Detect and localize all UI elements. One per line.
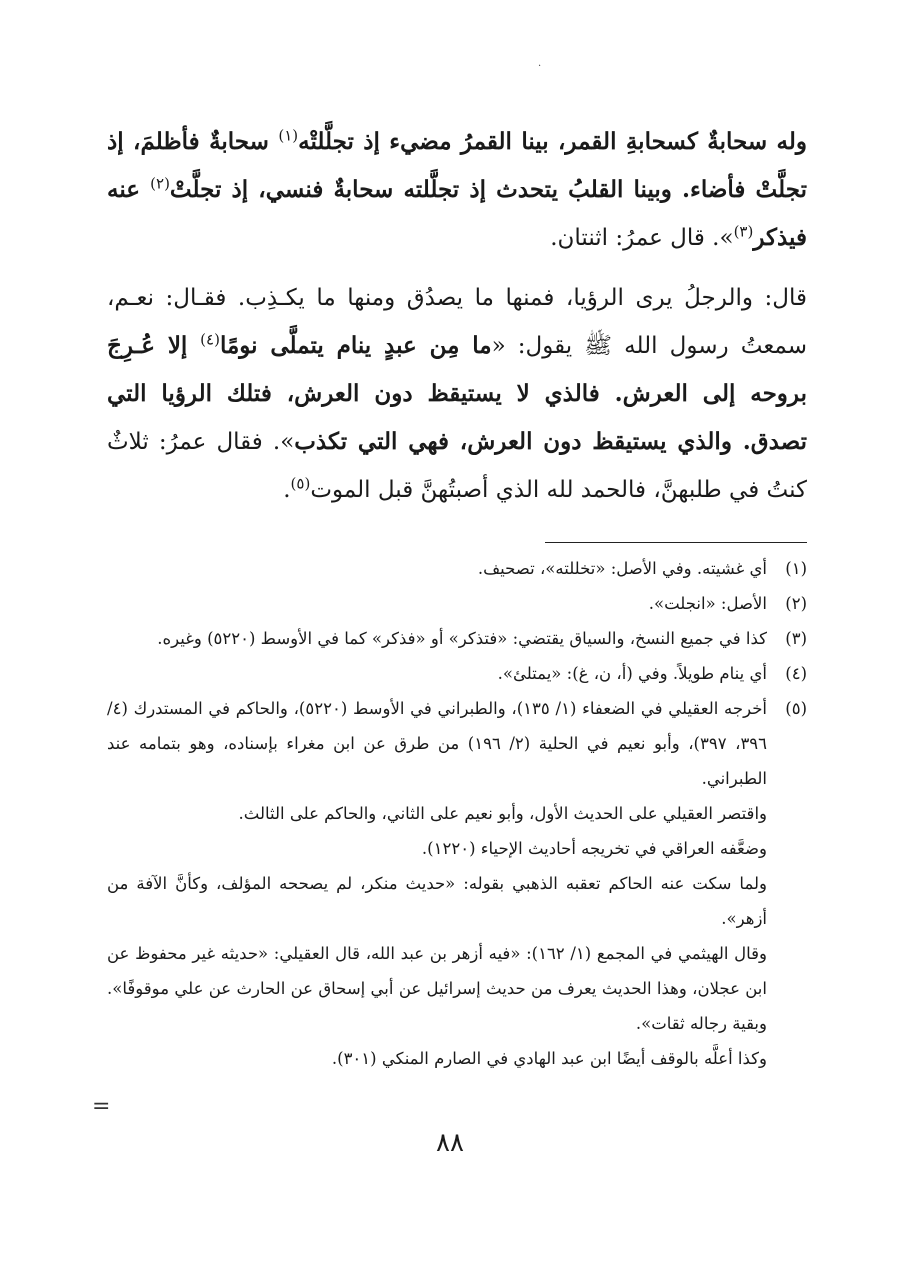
footnote-number: (٢) bbox=[785, 594, 807, 613]
text-segment: قال: والرجلُ يرى الرؤيا، فمنها ما يصدُق ومنها ما يكـذِب. فقـال: نعـم، سمعتُ رسول الله ﷺ يقول: « bbox=[107, 285, 807, 359]
page-number: ٨٨ bbox=[436, 1128, 464, 1158]
text-segment: ما مِن عبدٍ ينام يتملَّى نومًا bbox=[219, 332, 492, 359]
footnote-line: واقتصر العقيلي على الحديث الأول، وأبو نعيم على الثاني، والحاكم على الثالث. bbox=[238, 804, 767, 823]
footnote bbox=[107, 586, 807, 621]
footnote-ref: (٥) bbox=[290, 474, 311, 493]
footnote bbox=[107, 656, 807, 691]
footnote-line: كذا في جميع النسخ، والسياق يقتضي: «فتذكر» أو «فذكر» كما في الأوسط (٥٢٢٠) وغيره. bbox=[157, 629, 767, 648]
footnote-body bbox=[107, 691, 767, 1076]
footnote-body bbox=[107, 621, 767, 656]
footnote-ref: (٤) bbox=[200, 330, 220, 349]
paragraph bbox=[107, 274, 807, 514]
footnote-separator bbox=[545, 542, 807, 543]
footnote bbox=[107, 551, 807, 586]
text-segment: إلا عُـرِجَ بروحه إلى العرش. فالذي لا يستيقظ دون العرش، فتلك الرؤيا التي تصدق. والذي يستيقظ دون العرش، فهي التي تكذب bbox=[107, 332, 808, 455]
footnote-ref: (٢) bbox=[150, 174, 170, 193]
footnote-number: (٣) bbox=[785, 629, 807, 648]
footnote-line: ولما سكت عنه الحاكم تعقبه الذهبي بقوله: «حديث منكر، لم يصححه المؤلف، وكأنَّ الآفة من أزهر». bbox=[107, 874, 767, 928]
text-segment: عنه فيذكر bbox=[107, 176, 807, 251]
footnote-line: أخرجه العقيلي في الضعفاء (١/ ١٣٥)، والطبراني في الأوسط (٥٢٢٠)، والحاكم في المستدرك (٤/ ٣٩٦، ٣٩٧)، وأبو نعيم في الحلية (٢/ ١٩٦) من طرق عن ابن مغراء بإسناده، وهو بتمامه عند الطبراني. bbox=[107, 699, 768, 788]
continuation-mark: = bbox=[92, 1094, 111, 1119]
footnote-number: (١) bbox=[785, 559, 807, 578]
footnote-body bbox=[107, 586, 767, 621]
footnote-ref: (٣) bbox=[733, 222, 754, 241]
footnote-line: أي غشيته. وفي الأصل: «تخللته»، تصحيف. bbox=[477, 559, 767, 578]
footnote-line: وضعَّفه العراقي في تخريجه أحاديث الإحياء (١٢٢٠). bbox=[421, 839, 767, 858]
footnote-ref: (١) bbox=[278, 126, 299, 145]
text-segment: . bbox=[283, 477, 291, 503]
footnote-number: (٥) bbox=[785, 699, 807, 718]
main-text bbox=[107, 118, 807, 514]
footnote-line: الأصل: «انجلت». bbox=[648, 594, 767, 613]
text-segment: ». قال عمرُ: اثنتان. bbox=[550, 225, 734, 251]
paragraph bbox=[107, 118, 807, 262]
footnote bbox=[107, 691, 807, 1076]
text-segment: ». فقال عمرُ: ثلاثٌ كنتُ في طلبهنَّ، فالحمد لله الذي أصبتُهنَّ قبل الموت bbox=[107, 429, 807, 503]
footnotes bbox=[107, 551, 807, 1076]
text-segment: وله سحابةٌ كسحابةِ القمر، بينا القمرُ مضيء إذ تجلَّلتْه bbox=[298, 128, 807, 155]
footnote-line: أي ينام طويلاً. وفي (أ، ن، غ): «يمتلئ». bbox=[497, 664, 767, 683]
footnote-body bbox=[107, 551, 767, 586]
footnote bbox=[107, 621, 807, 656]
footnote-body bbox=[107, 656, 767, 691]
footnote-line: وقال الهيثمي في المجمع (١/ ١٦٢): «فيه أزهر بن عبد الله، قال العقيلي: «حديثه غير محفوظ عن ابن عجلان، وهذا الحديث يعرف من حديث إسرائيل عن أبي إسحاق عن الحارث عن علي موقوفًا». وبقية رجاله ثقات». bbox=[107, 944, 767, 1033]
footnote-number: (٤) bbox=[785, 664, 807, 683]
footnote-line: وكذا أعلَّه بالوقف أيضًا ابن عبد الهادي في الصارم المنكي (٣٠١). bbox=[331, 1049, 767, 1068]
top-mark: . bbox=[538, 58, 542, 69]
text-segment: سحابةٌ فأظلمَ، إذ تجلَّتْ فأضاء. وبينا القلبُ يتحدث إذ تجلَّلته سحابةٌ فنسي، إذ تجلَّتْ bbox=[107, 128, 807, 203]
